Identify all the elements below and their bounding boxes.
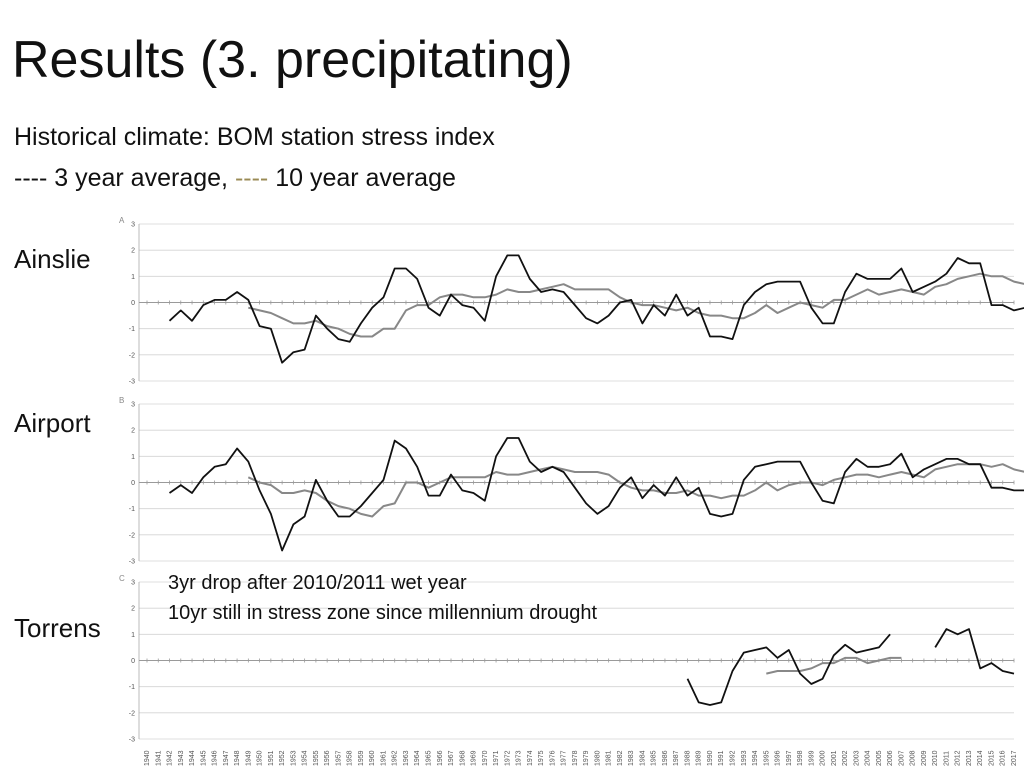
x-tick-label: 1998 <box>797 750 805 766</box>
y-tick-label: -1 <box>128 326 135 334</box>
panel-letter: A <box>119 216 125 225</box>
x-tick-label: 1962 <box>391 750 399 766</box>
legend-10yr-label: 10 year average <box>268 164 456 192</box>
x-tick-label: 2000 <box>819 750 827 766</box>
x-tick-label: 2013 <box>965 750 973 766</box>
x-tick-label: 1961 <box>380 750 388 766</box>
x-tick-label: 1944 <box>189 750 197 766</box>
x-tick-label: 1956 <box>324 750 332 766</box>
y-tick-label: 0 <box>131 658 135 665</box>
station-label-ainslie: Ainslie <box>14 244 91 274</box>
chart-subtitle: Historical climate: BOM station stress index <box>14 123 495 151</box>
x-tick-label: 2009 <box>920 750 928 766</box>
y-tick-label: -2 <box>128 352 135 360</box>
annotation-line-1: 3yr drop after 2010/2011 wet year <box>168 572 467 594</box>
panel-letter: C <box>119 574 125 583</box>
panel-letter: B <box>119 396 125 405</box>
y-tick-label: -3 <box>128 736 135 744</box>
x-tick-label: 1982 <box>616 750 624 766</box>
station-label-airport: Airport <box>14 408 91 438</box>
x-tick-label: 1953 <box>290 750 298 766</box>
x-tick-label: 1995 <box>763 750 771 766</box>
x-tick-label: 1975 <box>538 750 546 766</box>
x-tick-label: 1973 <box>515 750 523 766</box>
x-tick-label: 1981 <box>605 750 613 766</box>
x-tick-label: 1970 <box>481 750 489 766</box>
x-tick-label: 1984 <box>639 750 647 766</box>
x-tick-label: 2017 <box>1011 750 1018 766</box>
x-tick-label: 1954 <box>301 750 309 766</box>
x-tick-label: 1941 <box>155 750 163 766</box>
y-tick-label: -3 <box>128 558 135 566</box>
legend-3yr-dash: ---- <box>14 164 48 192</box>
y-tick-label: 0 <box>131 300 135 307</box>
x-tick-label: 1983 <box>628 750 636 766</box>
y-tick-label: -1 <box>128 684 135 692</box>
x-tick-label: 1977 <box>560 750 568 766</box>
x-tick-label: 1991 <box>718 750 726 766</box>
x-tick-label: 2010 <box>932 750 940 766</box>
x-tick-label: 1971 <box>493 750 501 766</box>
series-3yr-line <box>170 255 1024 362</box>
x-tick-label: 1988 <box>684 750 692 766</box>
x-tick-label: 1958 <box>346 750 354 766</box>
x-tick-label: 1979 <box>583 750 591 766</box>
x-tick-label: 1949 <box>245 750 253 766</box>
x-tick-label: 1985 <box>650 750 658 766</box>
y-tick-label: 3 <box>131 221 135 229</box>
x-tick-label: 2012 <box>954 750 962 766</box>
x-tick-label: 1957 <box>335 750 343 766</box>
y-tick-label: 1 <box>131 273 135 281</box>
x-tick-label: 1986 <box>661 750 669 766</box>
page-title: Results (3. precipitating) <box>12 31 573 89</box>
station-label-torrens: Torrens <box>14 613 101 643</box>
y-tick-label: 2 <box>131 247 135 255</box>
y-tick-label: 2 <box>131 427 135 435</box>
y-tick-label: 1 <box>131 453 135 461</box>
x-tick-label: 2002 <box>842 750 850 766</box>
x-tick-label: 1999 <box>808 750 816 766</box>
y-tick-label: 3 <box>131 401 135 409</box>
series-3yr-line <box>935 629 1014 674</box>
x-tick-label: 1997 <box>785 750 793 766</box>
y-tick-label: 3 <box>131 579 135 587</box>
x-tick-label: 1972 <box>504 750 512 766</box>
x-tick-label: 2014 <box>977 750 985 766</box>
x-tick-label: 2007 <box>898 750 906 766</box>
x-tick-label: 1964 <box>414 750 422 766</box>
x-tick-label: 2005 <box>875 750 883 766</box>
y-tick-label: -1 <box>128 506 135 514</box>
x-tick-label: 1966 <box>436 750 444 766</box>
x-tick-label: 1942 <box>166 750 174 766</box>
x-tick-label: 2015 <box>988 750 996 766</box>
x-tick-label: 1945 <box>200 750 208 766</box>
x-tick-label: 1947 <box>222 750 230 766</box>
series-3yr-line <box>170 438 1024 551</box>
x-tick-label: 2004 <box>864 750 872 766</box>
x-tick-label: 1940 <box>144 750 151 766</box>
annotation-line-2: 10yr still in stress zone since millennium drought <box>168 602 598 624</box>
x-tick-label: 2006 <box>887 750 895 766</box>
x-tick-label: 1990 <box>706 750 714 766</box>
legend-3yr-label: 3 year average, <box>47 164 235 192</box>
x-tick-label: 1968 <box>459 750 467 766</box>
legend-10yr-dash: ---- <box>234 164 269 192</box>
x-tick-label: 1992 <box>729 750 737 766</box>
x-tick-label: 1951 <box>267 750 275 766</box>
x-tick-label: 1950 <box>256 750 264 766</box>
x-tick-label: 1993 <box>740 750 748 766</box>
x-tick-label: 1974 <box>526 750 534 766</box>
x-tick-label: 1963 <box>402 750 410 766</box>
x-tick-label: 1967 <box>448 750 456 766</box>
x-tick-label: 2001 <box>830 750 838 766</box>
x-tick-label: 2008 <box>909 750 917 766</box>
y-tick-label: -2 <box>128 532 135 540</box>
x-tick-label: 1978 <box>571 750 579 766</box>
x-tick-label: 1996 <box>774 750 782 766</box>
x-tick-label: 1946 <box>211 750 219 766</box>
x-tick-label: 2016 <box>999 750 1007 766</box>
x-tick-label: 1989 <box>695 750 703 766</box>
x-tick-label: 1955 <box>312 750 320 766</box>
x-tick-label: 2011 <box>943 750 951 766</box>
x-tick-label: 1952 <box>279 750 287 766</box>
series-3yr-line <box>688 634 891 705</box>
x-tick-label: 1943 <box>177 750 185 766</box>
x-tick-label: 1980 <box>594 750 602 766</box>
x-tick-label: 1969 <box>470 750 478 766</box>
x-tick-label: 1959 <box>357 750 365 766</box>
y-tick-label: -2 <box>128 710 135 718</box>
y-tick-label: -3 <box>128 378 135 386</box>
y-tick-label: 1 <box>131 631 135 639</box>
y-tick-label: 0 <box>131 480 135 487</box>
x-tick-label: 1987 <box>673 750 681 766</box>
y-tick-label: 2 <box>131 605 135 613</box>
x-tick-label: 1965 <box>425 750 433 766</box>
x-tick-label: 2003 <box>853 750 861 766</box>
x-tick-label: 1994 <box>752 750 760 766</box>
x-tick-label: 1960 <box>369 750 377 766</box>
x-tick-label: 1948 <box>234 750 242 766</box>
x-tick-label: 1976 <box>549 750 557 766</box>
